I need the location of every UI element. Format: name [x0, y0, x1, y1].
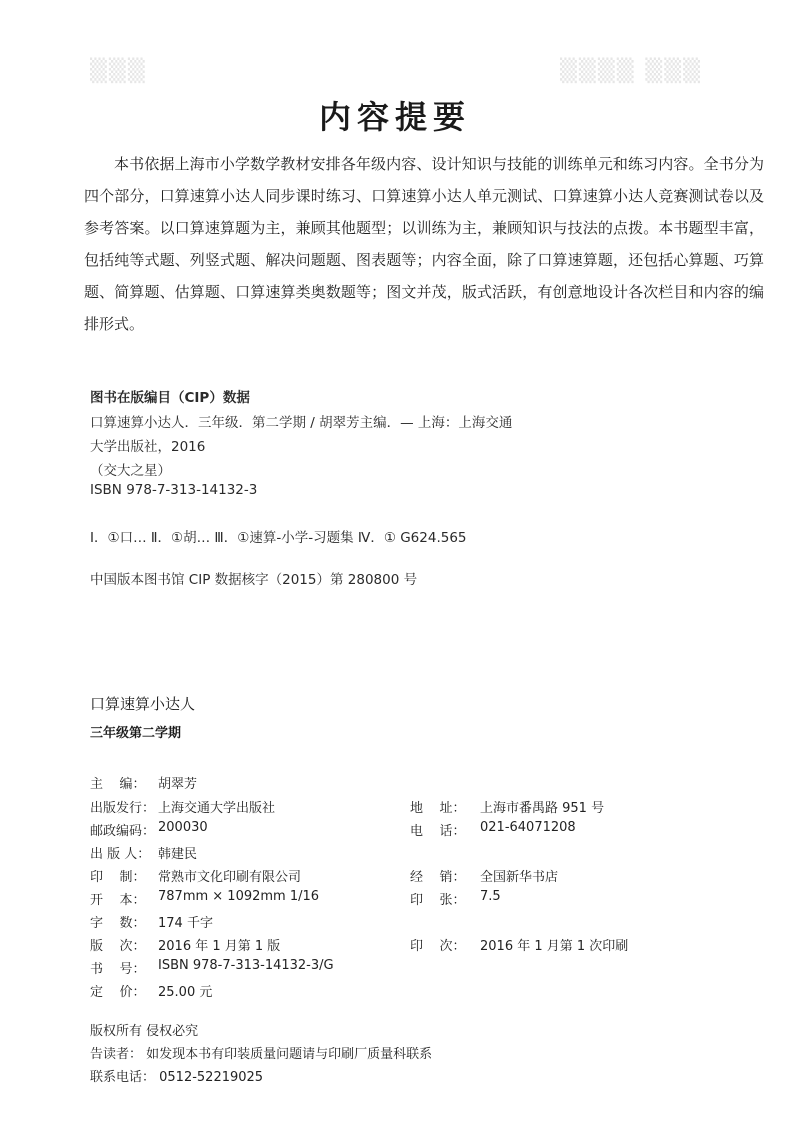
address-label: 地 址：	[410, 801, 466, 816]
cip-isbn: ISBN 978-7-313-14132-3	[90, 482, 258, 498]
postcode-value: 200030	[158, 820, 208, 835]
publisher-label: 出版发行：	[90, 801, 156, 816]
cip-classification: Ⅰ．①口… Ⅱ．①胡… Ⅲ．①速算-小学-习题集 Ⅳ．① G624.565	[90, 530, 467, 546]
words-label: 字 数：	[90, 916, 146, 931]
book-title: 口算速算小达人	[90, 695, 196, 713]
reader-notice: 告读者： 如发现本书有印装质量问题请与印刷厂质量科联系	[90, 1047, 433, 1062]
issuer-value: 韩建民	[158, 847, 198, 862]
info-row	[90, 981, 750, 1001]
edition-label: 版 次：	[90, 939, 146, 954]
page-title: 内容提要	[318, 98, 471, 136]
words-value: 174 千字	[158, 916, 213, 931]
editor-value: 胡翠芳	[158, 777, 198, 792]
book-subtitle: 三年级第二学期	[90, 726, 182, 741]
bleed-through-mark: ▒▒▒▒ ▒▒▒	[560, 58, 703, 84]
sheets-label: 印 张：	[410, 893, 466, 908]
format-value: 787mm × 1092mm 1/16	[158, 889, 320, 904]
format-label: 开 本：	[90, 893, 146, 908]
price-label: 定 价：	[90, 985, 146, 1000]
contact-phone: 联系电话： 0512-52219025	[90, 1070, 264, 1085]
sheets-value: 7.5	[480, 889, 501, 904]
bleed-through-mark: ▒▒▒	[90, 58, 147, 84]
impression-value: 2016 年 1 月第 1 次印刷	[480, 939, 629, 954]
printer-label: 印 制：	[90, 870, 146, 885]
rights-notice: 版权所有 侵权必究	[90, 1024, 199, 1039]
printer-value: 常熟市文化印刷有限公司	[158, 870, 302, 885]
publisher-value: 上海交通大学出版社	[158, 801, 276, 816]
cip-line: 大学出版社，2016	[90, 439, 206, 455]
price-value: 25.00 元	[158, 985, 213, 1000]
book-number-label: 书 号：	[90, 962, 146, 977]
info-row	[90, 912, 750, 932]
cip-line: 口算速算小达人．三年级．第二学期 / 胡翠芳主编．— 上海：上海交通	[90, 415, 513, 431]
phone-value: 021-64071208	[480, 820, 576, 835]
distributor-value: 全国新华书店	[480, 870, 559, 885]
cip-series: （交大之星）	[90, 463, 171, 479]
cip-heading: 图书在版编目（CIP）数据	[90, 390, 250, 406]
phone-label: 电 话：	[410, 824, 466, 839]
summary-paragraph: 本书依据上海市小学数学教材安排各年级内容、设计知识与技能的训练单元和练习内容。全书分为四个部分，口算速算小达人同步课时练习、口算速算小达人单元测试、口算速算小达人竞赛测试卷以及参考答案。以口算速算题为主，兼顾其他题型；以训练为主，兼顾知识与技法的点拨。本书题型丰富，包括纯等式题、列竖式题、解决问题题、图表题等；内容全面，除了口算速算题，还包括心算题、巧算题、简算题、估算题、口算速算类奥数题等；图文并茂，版式活跃，有创意地设计各次栏目和内容的编排形式。	[84, 155, 764, 333]
info-row	[90, 935, 750, 955]
postcode-label: 邮政编码：	[90, 824, 156, 839]
cip-approval: 中国版本图书馆 CIP 数据核字（2015）第 280800 号	[90, 572, 418, 588]
info-row	[90, 843, 750, 863]
editor-label: 主 编：	[90, 777, 146, 792]
info-row	[90, 773, 750, 793]
info-row	[90, 889, 750, 909]
issuer-label: 出 版 人：	[90, 847, 151, 862]
edition-value: 2016 年 1 月第 1 版	[158, 939, 281, 954]
info-row	[90, 797, 750, 817]
address-value: 上海市番禺路 951 号	[480, 801, 605, 816]
info-row	[90, 958, 750, 978]
info-row	[90, 820, 750, 840]
impression-label: 印 次：	[410, 939, 466, 954]
book-number-value: ISBN 978-7-313-14132-3/G	[158, 958, 334, 973]
info-row	[90, 866, 750, 886]
distributor-label: 经 销：	[410, 870, 466, 885]
